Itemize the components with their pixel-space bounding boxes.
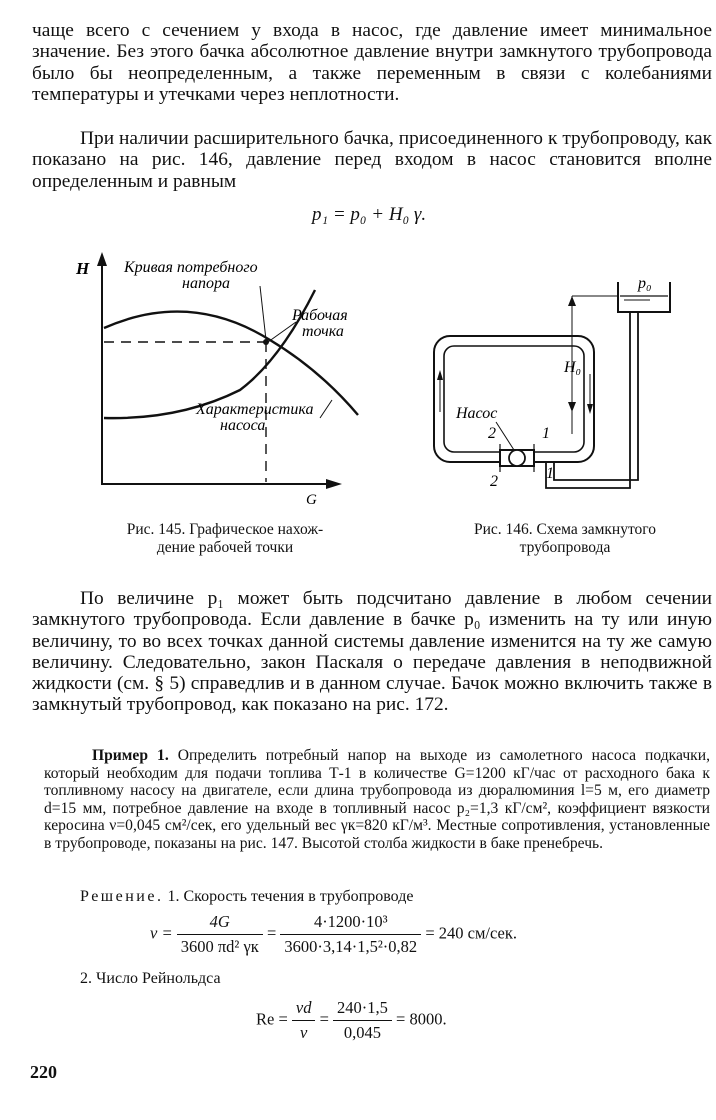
example-heading: Пример 1. — [92, 747, 169, 764]
formula-p1: p₁ = p₀ + H₀ γ. — [312, 204, 427, 225]
caption-fig-145-line-1: Рис. 145. Графическое нахож- — [126, 521, 324, 538]
velocity-result: = 240 см/сек. — [425, 923, 517, 943]
label-operating-point-2: точка — [302, 323, 344, 340]
leader-required-curve — [260, 286, 266, 340]
axis-label-g: G — [306, 492, 317, 508]
reynolds-numerator-2: 240·1,5 — [333, 998, 392, 1021]
velocity-numerator-1: 4G — [177, 912, 263, 935]
reynolds-lhs: Re = — [256, 1009, 288, 1029]
formula-reynolds — [256, 998, 447, 1043]
velocity-numerator-2: 4·1200·10³ — [280, 912, 421, 935]
caption-fig-146-line-2: трубопровода — [519, 539, 611, 556]
label-p0: p₀ — [638, 275, 652, 292]
example-text: Определить потребный напор на выходе из самолетного насоса подкачки, который необходим для подачи топлива Т-1 в количестве G=1200 кГ/час от расходного бака к топливному насосу на двигателе, если длина трубопровода из дюралюминия l=5 м, его диаметр d=15 мм, потребное давление на входе в топливный насос p₂=1,3 кГ/см², коэффициент вязкости керосина ν=0,045 см²/сек, его удельный вес γк=820 кГ/м³. Местные сопротивления, установленные в трубопроводе, показаны на рис. 147. Высотой столба жидкости в баке пренебречь. — [44, 747, 710, 852]
paragraph-expansion-tank: При наличии расширительного бачка, присоединенного к трубопроводу, как показано на рис. 146, давление перед входом в насос становится вполне определенным и равным — [32, 128, 712, 192]
axis-label-h: H — [76, 259, 90, 278]
formula-velocity — [150, 912, 517, 957]
label-operating-point-1: Рабочая — [292, 307, 348, 324]
leader-pump — [496, 422, 514, 450]
label-pump: Насос — [456, 405, 498, 422]
paragraph-intro: чаще всего с сечением у входа в насос, где давление имеет минимальное значение. Без этого бачка абсолютное давление внутри замкнутого трубопровода было бы неопределенным, а также переменным в связи с колебаниями температуры и утечками через неплотности. — [32, 20, 712, 105]
label-section-1-bottom: 1 — [546, 465, 554, 482]
caption-fig-146-line-1: Рис. 146. Схема замкнутого — [473, 521, 656, 538]
velocity-equals: = — [266, 923, 277, 943]
solution-step-1-text: 1. Скорость течения в трубопроводе — [167, 888, 414, 905]
solution-step-2: 2. Число Рейнольдса — [80, 970, 221, 987]
velocity-lhs: v = — [150, 923, 173, 943]
closed-loop-inner — [444, 346, 584, 452]
required-head-curve — [104, 290, 315, 418]
velocity-denominator-1: 3600 πd² γк — [180, 937, 259, 956]
figure-145 — [70, 250, 360, 510]
h0-arrow-top — [568, 296, 576, 306]
reynolds-result: = 8000. — [396, 1009, 447, 1029]
label-section-2-top: 2 — [488, 425, 496, 442]
paragraph-pascal-law: По величине p₁ может быть подсчитано давление в любом сечении замкнутого трубопровода. Если давление в бачке p₀ изменить на ту или иную величину, то во всех точках данной системы давление изменится на ту же самую величину. Следовательно, закон Паскаля о передаче давления в неподвижной жидкости (см. § 5) справедлив и в данном случае. Бачок можно включить также в замкнутый трубопровод, как показано на рис. 172. — [32, 588, 712, 716]
reynolds-equals: = — [319, 1009, 329, 1029]
solution-heading: Решение. — [80, 888, 164, 905]
page-number: 220 — [30, 1062, 57, 1082]
y-axis-arrow — [97, 252, 107, 266]
closed-loop-outer — [434, 336, 594, 462]
reynolds-denominator-1: ν — [300, 1023, 308, 1042]
reynolds-fraction-1 — [292, 998, 316, 1043]
reynolds-denominator-2: 0,045 — [343, 1023, 382, 1042]
solution-step-1 — [80, 888, 700, 906]
velocity-fraction-1 — [177, 912, 263, 957]
supply-line-inner — [554, 312, 638, 480]
label-section-1-top: 1 — [542, 425, 550, 442]
flow-arrowhead-right — [587, 404, 593, 414]
figure-146 — [420, 262, 710, 502]
velocity-denominator-2: 3600·3,14·1,5²·0,82 — [284, 937, 418, 956]
caption-fig-145-line-2: дение рабочей точки — [156, 539, 294, 556]
label-required-curve-2: напора — [182, 275, 230, 292]
label-h0: H₀ — [564, 359, 582, 376]
h0-arrow-bottom — [568, 402, 576, 412]
reynolds-fraction-2 — [333, 998, 392, 1043]
flow-arrowhead-left — [437, 370, 443, 380]
caption-fig-145 — [80, 521, 370, 557]
label-pump-curve-2: насоса — [220, 417, 266, 434]
leader-pump-curve — [320, 400, 332, 418]
caption-fig-146 — [430, 521, 700, 557]
label-required-curve-1: Кривая потребного — [124, 259, 258, 276]
reynolds-numerator-1: vd — [292, 998, 316, 1021]
label-section-2-bottom: 2 — [490, 473, 498, 490]
example-1 — [44, 747, 710, 853]
pump-rotor — [509, 450, 525, 466]
velocity-fraction-2 — [280, 912, 421, 957]
label-pump-curve-1: Характеристика — [196, 401, 314, 418]
x-axis-arrow — [326, 479, 342, 489]
